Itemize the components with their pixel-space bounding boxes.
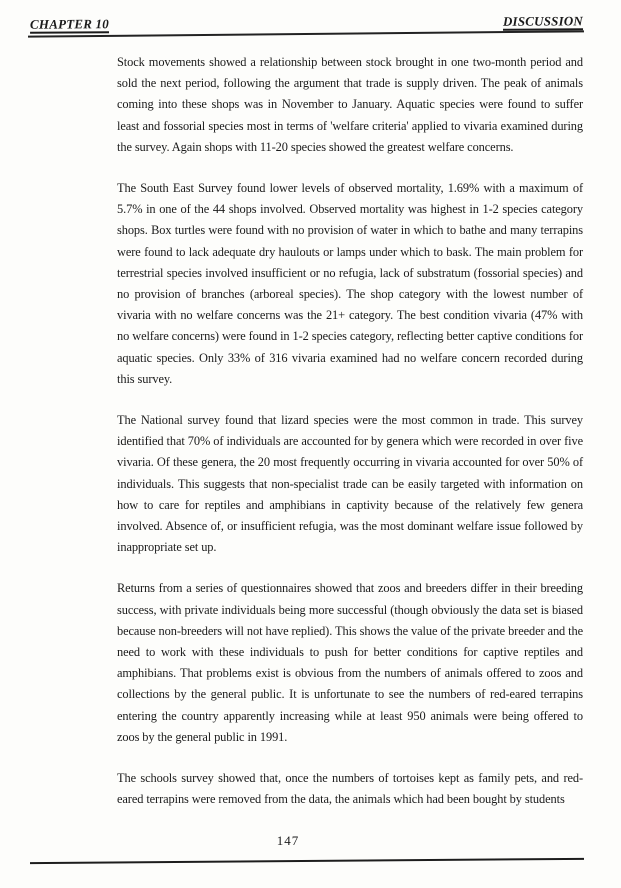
paragraph-schools-survey: The schools survey showed that, once the numbers of tortoises kept as family pets, and red-eared terrapins were removed from the data, the animals which had been bought by students <box>117 771 583 807</box>
running-header-section: DISCUSSION <box>502 13 584 29</box>
footer-rule <box>30 858 584 864</box>
page-number: 147 <box>276 833 300 848</box>
paragraph-national-survey: The National survey found that lizard species were the most common in trade. This survey identified that 70% of individuals are accounted for by genera which were recorded in over five vivaria. Of these genera, the 20 most frequently occurring in vivaria accounted for over 50% of individuals. This suggests that non-specialist trade can be easily targeted with information on how to care for reptiles and amphibians in captivity because of the relatively few genera involved. Absence of, or insufficient refugia, was the most dominant welfare issue followed by inappropriate set up. <box>117 413 583 555</box>
running-header-chapter: CHAPTER 10 <box>29 16 109 32</box>
body-text <box>117 52 583 831</box>
paragraph-south-east-survey: The South East Survey found lower levels of observed mortality, 1.69% with a maximum of 5.7% in one of the 44 shops involved. Observed mortality was highest in 1-2 species category shops. Box turtles were found with no provision of water in which to bathe and many terrapins were found to lack adequate dry haulouts or lamps under which to bask. The main problem for terrestrial species involved insufficient or no refugia, lack of substratum (fossorial species) and no provision of branches (arboreal species). The shop category with the lowest number of vivaria with no welfare concerns was the 21+ category. The best condition vivaria (47% with no welfare concerns) were found in 1-2 species category, reflecting better captive conditions for aquatic species. Only 33% of 316 vivaria examined had no welfare concern recorded during this survey. <box>117 181 583 386</box>
paragraph-questionnaires: Returns from a series of questionnaires showed that zoos and breeders differ in their breeding success, with private individuals being more successful (though obviously the data set is biased because non-breeders will not have replied). This shows the value of the private breeder and the need to work with these individuals to push for better conditions for captive reptiles and amphibians. That problems exist is obvious from the numbers of animals offered to zoos and collections by the general public. It is unfortunate to see the numbers of red-eared terrapins entering the country apparently increasing while at least 950 animals were being offered to zoos by the general public in 1991. <box>117 581 583 744</box>
paragraph-stock-movements: Stock movements showed a relationship between stock brought in one two-month period and sold the next period, following the argument that trade is supply driven. The peak of animals coming into these shops was in November to January. Aquatic species were found to suffer least and fossorial species most in terms of 'welfare criteria' applied to vivaria examined during the survey. Again shops with 11-20 species showed the greatest welfare concerns. <box>117 55 583 154</box>
running-header <box>30 13 583 32</box>
